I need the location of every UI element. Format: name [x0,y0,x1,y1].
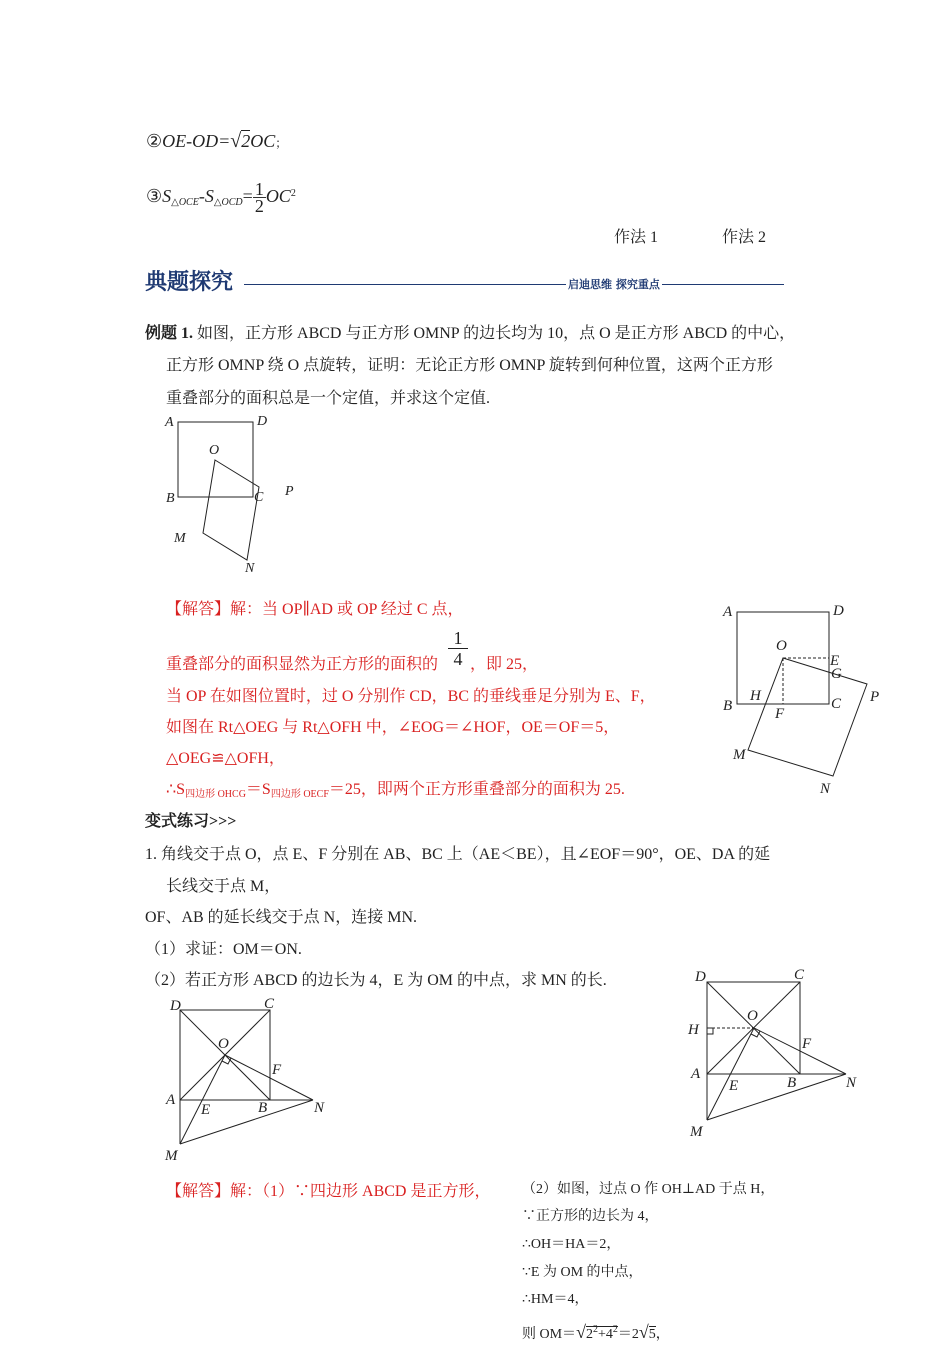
fraction [253,179,266,217]
punct: ； [275,136,288,150]
solution-2-right5: ∴HM＝4， [522,1292,589,1307]
label-D: D [833,603,844,619]
label-D: D [695,969,706,985]
label-N: N [314,1100,325,1116]
subscript: △OCE [171,197,199,208]
solution-2-right6 [522,1320,670,1345]
numerator: 1 [254,179,264,200]
label-C: C [254,490,264,505]
solution-1-line5: △OEG≌△OFH， [166,750,285,767]
solution-text: 解：（1）∵四边形 ABCD 是正方形， [230,1183,491,1200]
label-H: H [750,688,761,704]
label-M: M [733,747,746,763]
formula-text: -S [198,186,214,206]
label-A: A [691,1066,701,1082]
label-F: F [802,1036,812,1052]
radicand [586,1326,618,1342]
example-label: 例题 1. [145,325,194,342]
label-P: P [285,484,294,499]
solution-text: ＝25，即两个正方形重叠部分的面积为 25. [328,781,625,798]
solution-1-line2b: ，即 25， [470,656,539,673]
label-E: E [201,1102,211,1118]
label-F: F [775,706,785,722]
label-M: M [174,531,186,546]
label-C: C [264,996,275,1012]
section-title: 典题探究 [145,270,234,295]
solution-2-right4: ∵E 为 OM 的中点， [522,1265,643,1280]
solution-text: 解：当 OP∥AD 或 OP 经过 C 点， [230,601,464,618]
subscript: 四边形 OECF [270,789,329,800]
practice-line2: 长线交于点 M， [166,878,281,895]
formula-text: = [242,186,253,206]
item-number: ③ [146,186,163,206]
denominator: 4 [453,649,463,669]
label-D: D [170,998,181,1014]
solution-2-right3: ∴OH＝HA＝2， [522,1237,621,1252]
solution-2-right1: （2）如图，过点 O 作 OH⊥AD 于点 H， [522,1182,775,1197]
example-1-line1 [145,324,795,344]
method-1-label: 作法 1 [614,229,659,246]
solution-text: ＝S [245,781,271,798]
practice-q2: （2）若正方形 ABCD 的边长为 4，E 为 OM 的中点，求 MN 的长. [145,972,607,989]
figure-2 [715,598,890,798]
label-A: A [723,604,733,620]
label-A: A [166,1092,176,1108]
solution-2-line1 [166,1182,490,1202]
label-B: B [787,1075,797,1091]
base: 2 [585,1327,593,1342]
label-D: D [257,414,268,429]
solution-1-line1 [166,600,464,620]
label-G: G [831,666,842,682]
figure-1 [160,410,310,580]
label-O: O [209,443,220,458]
formula-2 [146,131,287,153]
formula-text: OE-OD= [162,131,231,151]
label-O: O [218,1036,229,1052]
practice-title: 变式练习>>> [145,813,237,830]
superscript: 2 [612,1324,618,1335]
practice-q1: （1）求证：OM＝ON. [145,941,302,958]
subscript: 四边形 OHCG [185,789,246,800]
answer-tag: 【解答】 [166,601,231,618]
label-M: M [165,1148,178,1164]
label-H: H [688,1022,699,1038]
example-text: 如图，正方形 ABCD 与正方形 OMNP 的边长均为 10，点 O 是正方形 ABCD 的中心， [197,325,796,342]
radicand: 2 [241,131,251,151]
section-subtitle: 启迪思维 探究重点 [568,278,660,291]
solution-text: ， [655,1327,670,1342]
practice-line3: OF、AB 的延长线交于点 N，连接 MN. [145,909,418,926]
base: +4 [597,1327,613,1342]
solution-text: ∴S [166,781,186,798]
label-E: E [830,653,840,669]
formula-text: S [162,186,172,206]
label-O: O [747,1008,758,1024]
label-O: O [776,638,787,654]
label-M: M [690,1124,703,1140]
label-A: A [165,415,174,430]
label-N: N [846,1075,857,1091]
label-P: P [870,689,880,705]
label-E: E [729,1078,739,1094]
sqrt-icon: √ [576,1322,586,1342]
superscript: 2 [290,188,296,199]
example-1-line2: 正方形 OMNP 绕 O 点旋转，证明：无论正方形 OMNP 旋转到何种位置，这两个正方形 [166,357,773,374]
solution-2-right2: ∵正方形的边长为 4， [522,1209,659,1224]
answer-tag: 【解答】 [166,1183,231,1200]
formula-text: OC [265,186,291,206]
fraction-quarter [448,628,468,669]
formula-3 [146,176,296,221]
label-C: C [831,696,842,712]
solution-1-line2a: 重叠部分的面积显然为正方形的面积的 [166,656,439,673]
label-B: B [258,1100,268,1116]
figure-4 [682,962,867,1142]
sqrt-icon: √ [230,130,242,152]
sqrt-icon: √ [638,1322,649,1342]
method-2-label: 作法 2 [722,229,767,246]
label-N: N [245,561,255,576]
solution-1-line4: 如图在 Rt△OEG 与 Rt△OFH 中，∠EOG＝∠HOF，OE＝OF＝5， [166,719,620,736]
subscript: △OCD [213,197,243,208]
solution-1-line6 [166,780,625,805]
figure-3 [160,992,340,1167]
label-B: B [166,491,175,506]
label-C: C [794,967,805,983]
solution-1-line3: 当 OP 在如图位置时，过 O 分别作 CD，BC 的垂线垂足分别为 E、F， [166,688,656,705]
label-B: B [723,698,733,714]
superscript: 2 [592,1324,598,1335]
practice-line1: 1. 角线交于点 O，点 E、F 分别在 AB、BC 上（AE＜BE），且∠EOF＝90°，OE、DA 的延 [145,846,771,863]
radicand: 5 [648,1327,656,1342]
section-rule [244,284,784,285]
example-1-line3: 重叠部分的面积总是一个定值，并求这个定值. [166,390,491,407]
denominator: 2 [254,196,264,217]
label-N: N [820,781,831,797]
label-F: F [272,1062,282,1078]
solution-text: ＝2 [617,1327,639,1342]
solution-text: 则 OM＝ [522,1327,577,1342]
numerator: 1 [448,628,468,649]
formula-text: OC [250,131,276,151]
item-number: ② [146,131,163,151]
